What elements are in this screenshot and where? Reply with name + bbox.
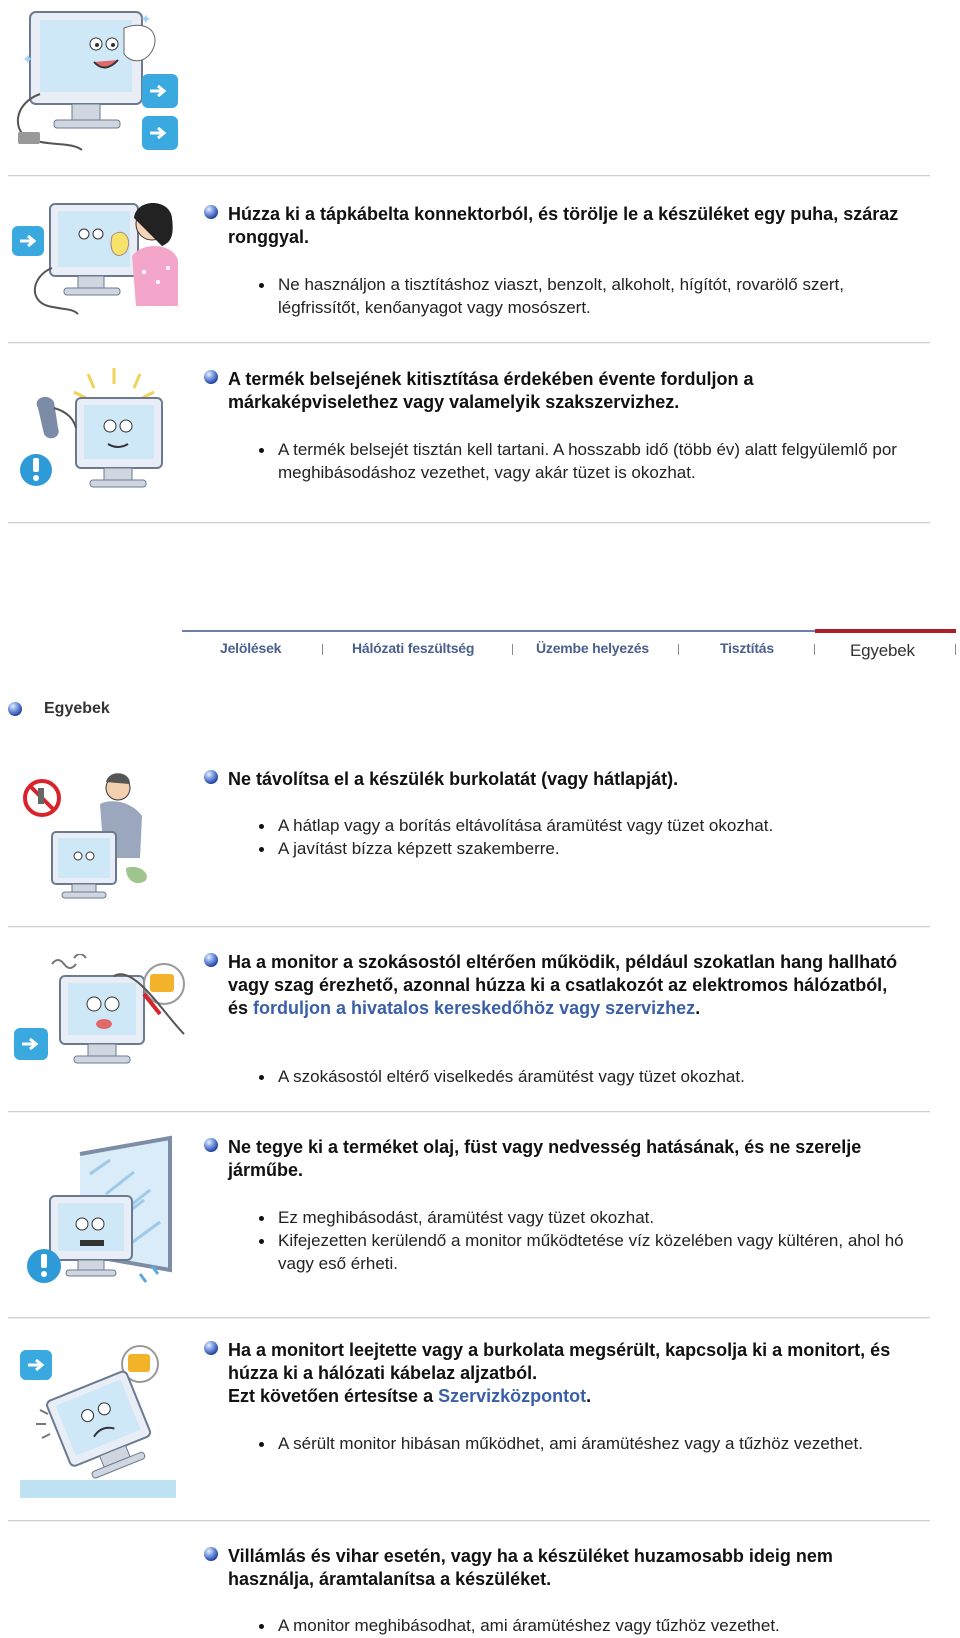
heading-text: Ha a monitor a szokásostól eltérően működik, például szokatlan hang hallható vagy szag érezhető, azonnal húzza ki a csatlakozót az elektromos hálózatból, és <box>228 952 898 1018</box>
list-item: A hátlap vagy a borítás eltávolítása áramütést vagy tüzet okozhat. <box>228 814 908 837</box>
heading-bullet-icon <box>204 770 218 784</box>
divider <box>8 522 930 524</box>
divider <box>8 342 930 344</box>
list-item: A javítást bízza képzett szakemberre. <box>228 837 908 860</box>
tab-uzembe-helyezes[interactable]: Üzembe helyezés <box>536 640 649 656</box>
list-item: A termék belsejét tisztán kell tartani. A hosszabb idő (több év) alatt felgyülemlő por meghibásodáshoz vezethet, vagy akár tüzet is okozhat. <box>228 438 908 484</box>
block-items <box>228 438 908 484</box>
block-heading <box>228 1339 908 1408</box>
tab-tisztitas[interactable]: Tisztítás <box>720 640 774 656</box>
section-tab-bar <box>182 620 956 664</box>
block-heading <box>228 951 908 1020</box>
divider <box>8 1520 930 1522</box>
block-heading: Ne távolítsa el a készülék burkolatát (vagy hátlapját). <box>228 769 679 789</box>
dropped-monitor-illustration <box>20 1340 176 1500</box>
abnormal-operation-illustration <box>14 954 192 1076</box>
heading-bullet-icon <box>204 1138 218 1152</box>
block-heading: A termék belsejének kitisztítása érdekében évente forduljon a márkaképviselethez vagy valamelyik szakszervizhez. <box>228 369 754 412</box>
tab-separator <box>678 644 679 655</box>
divider <box>8 1111 930 1113</box>
heading-text-end: . <box>695 998 701 1018</box>
dealer-service-link[interactable]: forduljon a hivatalos kereskedőhöz vagy szervizhez <box>253 998 696 1018</box>
do-not-open-cover-illustration <box>22 768 154 902</box>
block-items <box>228 1614 908 1637</box>
section-title: Egyebek <box>44 700 110 717</box>
svg-text:✦: ✦ <box>140 11 152 27</box>
service-call-illustration <box>18 368 168 498</box>
heading-bullet-icon <box>204 1547 218 1561</box>
block-items <box>228 273 908 319</box>
block-heading: Húzza ki a tápkábelta konnektorból, és törölje le a készüléket egy puha, száraz ronggyal. <box>228 204 899 247</box>
heading-bullet-icon <box>204 1341 218 1355</box>
moisture-rain-illustration <box>20 1134 172 1290</box>
tab-separator <box>322 644 323 655</box>
block-items <box>228 1065 908 1088</box>
divider <box>8 926 930 928</box>
heading-bullet-icon <box>204 953 218 967</box>
list-item: Ez meghibásodást, áramütést vagy tüzet okozhat. <box>228 1206 908 1229</box>
heading-bullet-icon <box>204 370 218 384</box>
list-item: A sérült monitor hibásan működhet, ami áramütéshez vagy a tűzhöz vezethet. <box>228 1432 908 1455</box>
block-heading: Villámlás és vihar esetén, vagy ha a készüléket huzamosabb ideig nem használja, áramtalanítsa a készüléket. <box>228 1546 833 1589</box>
heading-line-2-end: . <box>586 1386 592 1406</box>
heading-line-2 <box>228 1385 908 1408</box>
tab-separator <box>814 644 815 655</box>
tab-egyebek[interactable]: Egyebek <box>850 641 915 660</box>
block-items <box>228 814 908 860</box>
list-item: Kifejezetten kerülendő a monitor működtetése víz közelében vagy kültéren, ahol hó vagy eső érheti. <box>228 1229 908 1275</box>
list-item: A szokásostól eltérő viselkedés áramütést vagy tüzet okozhat. <box>228 1065 908 1088</box>
monitor-cleaning-illustration <box>12 4 178 156</box>
tab-halozati-feszultseg[interactable]: Hálózati feszültség <box>352 640 475 656</box>
list-item: A monitor meghibásodhat, ami áramütéshez vagy tűzhöz vezethet. <box>228 1614 908 1637</box>
tab-jelolesek[interactable]: Jelölések <box>220 640 282 656</box>
wiping-monitor-illustration <box>12 196 178 320</box>
tab-separator <box>512 644 513 655</box>
heading-bullet-icon <box>204 205 218 219</box>
block-heading: Ne tegye ki a terméket olaj, füst vagy nedvesség hatásának, és ne szerelje járműbe. <box>228 1137 862 1180</box>
heading-text: Ha a monitort leejtette vagy a burkolata megsérült, kapcsolja ki a monitort, és húzza ki a hálózati kábelaz aljzatból. <box>228 1340 891 1383</box>
heading-line-2-text: Ezt követően értesítse a <box>228 1386 439 1406</box>
tab-separator <box>955 644 956 655</box>
service-center-link[interactable]: Szervizközpontot <box>438 1386 587 1406</box>
active-tab-underline <box>815 629 956 633</box>
list-item: Ne használjon a tisztításhoz viaszt, benzolt, alkoholt, hígítót, rovarölő szert, légfrissítőt, kenőanyagot vagy mosószert. <box>228 273 908 319</box>
divider <box>8 1317 930 1319</box>
svg-text:✦: ✦ <box>22 51 34 67</box>
block-items <box>228 1206 908 1275</box>
divider <box>8 175 930 177</box>
section-bullet-icon <box>8 702 22 716</box>
block-items <box>228 1432 908 1455</box>
